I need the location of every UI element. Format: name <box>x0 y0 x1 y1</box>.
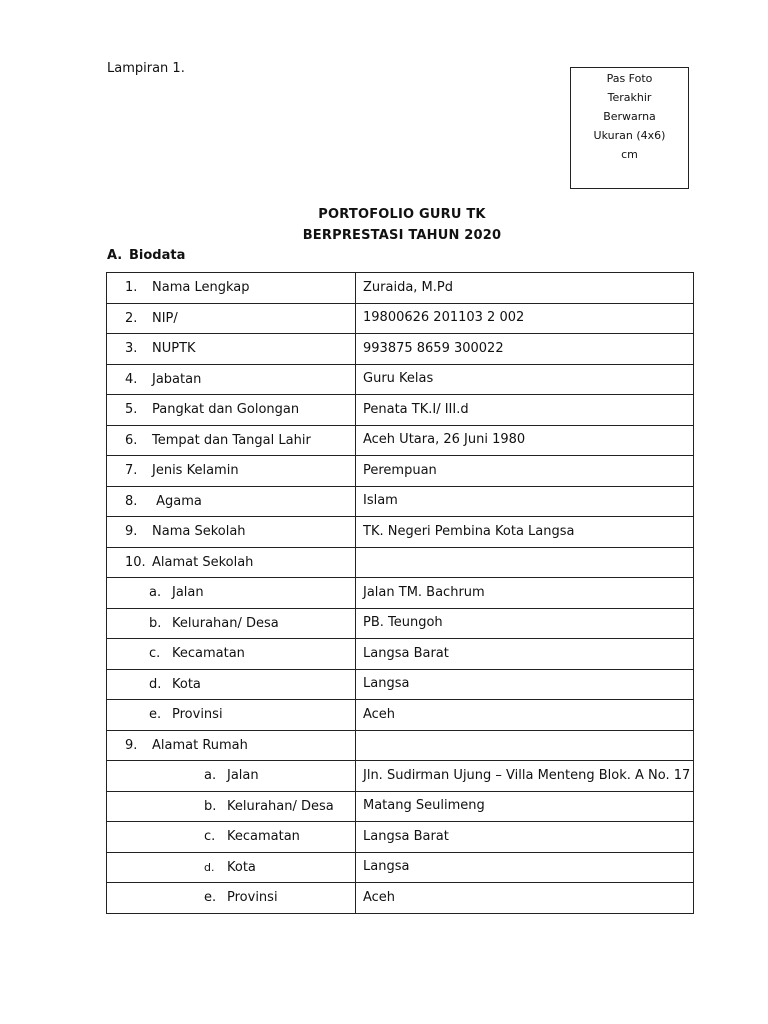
lampiran-label: Lampiran 1. <box>107 61 185 76</box>
field-value: Zuraida, M.Pd <box>356 273 694 304</box>
table-row <box>107 822 694 853</box>
field-label-cell <box>107 334 356 365</box>
field-label-cell <box>107 364 356 395</box>
table-row <box>107 395 694 426</box>
field-label: Kota <box>227 859 256 875</box>
field-label: Pangkat dan Golongan <box>152 402 300 418</box>
field-label: Jabatan <box>152 371 202 387</box>
row-number: e. <box>204 890 217 906</box>
row-number: 4. <box>125 371 138 387</box>
field-label-cell <box>107 425 356 456</box>
field-label: Kecamatan <box>227 829 300 845</box>
field-value: Matang Seulimeng <box>356 791 694 822</box>
photo-placeholder <box>570 67 689 189</box>
field-value: Jln. Sudirman Ujung – Villa Menteng Blok. A No. 17 <box>356 761 694 792</box>
row-number: b. <box>149 615 162 631</box>
row-number: c. <box>204 829 216 845</box>
table-row <box>107 364 694 395</box>
field-label: Kelurahan/ Desa <box>172 615 279 631</box>
field-label: Nama Sekolah <box>152 524 246 540</box>
field-label-cell <box>107 791 356 822</box>
field-label-cell <box>107 883 356 914</box>
row-number: 9. <box>125 524 138 540</box>
field-value: PB. Teungoh <box>356 608 694 639</box>
photo-text-line: Terakhir <box>607 91 652 104</box>
row-number: 3. <box>125 341 138 357</box>
row-number: a. <box>149 585 162 601</box>
row-number: 6. <box>125 432 138 448</box>
field-label-cell <box>107 578 356 609</box>
field-label: Nama Lengkap <box>152 280 250 296</box>
field-label-cell <box>107 303 356 334</box>
section-letter: A. <box>107 248 123 263</box>
table-row <box>107 425 694 456</box>
table-row <box>107 547 694 578</box>
table-row <box>107 273 694 304</box>
field-label-cell <box>107 852 356 883</box>
row-number: e. <box>149 707 162 723</box>
field-label-cell <box>107 608 356 639</box>
field-value: Aceh <box>356 883 694 914</box>
row-number: 1. <box>125 280 138 296</box>
section-label: Biodata <box>129 248 186 263</box>
table-row <box>107 700 694 731</box>
row-number: b. <box>204 798 217 814</box>
field-value: Langsa Barat <box>356 822 694 853</box>
field-value: Islam <box>356 486 694 517</box>
field-label: Kelurahan/ Desa <box>227 798 334 814</box>
field-value: Langsa <box>356 669 694 700</box>
table-row <box>107 334 694 365</box>
field-label: Alamat Rumah <box>152 737 248 753</box>
table-row <box>107 303 694 334</box>
field-label: Jenis Kelamin <box>152 463 239 479</box>
table-row <box>107 730 694 761</box>
field-label: Tempat dan Tangal Lahir <box>152 432 311 448</box>
photo-text-line: Ukuran (4x6) <box>593 129 666 142</box>
field-label-cell <box>107 456 356 487</box>
field-label-cell <box>107 700 356 731</box>
field-value: Langsa Barat <box>356 639 694 670</box>
table-row <box>107 608 694 639</box>
photo-text-line: Berwarna <box>603 110 656 123</box>
table-row <box>107 517 694 548</box>
field-label-cell <box>107 730 356 761</box>
field-label-cell <box>107 395 356 426</box>
row-number: a. <box>204 768 217 784</box>
field-value: 993875 8659 300022 <box>356 334 694 365</box>
field-label-cell <box>107 273 356 304</box>
table-row <box>107 639 694 670</box>
row-number: 8. <box>125 493 138 509</box>
field-value: Penata TK.I/ III.d <box>356 395 694 426</box>
field-value: Guru Kelas <box>356 364 694 395</box>
section-heading <box>107 248 185 263</box>
field-label: Provinsi <box>172 707 223 723</box>
field-label: Jalan <box>172 585 204 601</box>
field-label-cell <box>107 517 356 548</box>
field-value: Jalan TM. Bachrum <box>356 578 694 609</box>
row-number: d. <box>149 676 162 692</box>
field-label-cell <box>107 761 356 792</box>
document-title: PORTOFOLIO GURU TK <box>318 207 486 222</box>
field-value: Aceh <box>356 700 694 731</box>
table-row <box>107 669 694 700</box>
field-value: Perempuan <box>356 456 694 487</box>
table-row <box>107 578 694 609</box>
field-label-cell <box>107 639 356 670</box>
field-value: Aceh Utara, 26 Juni 1980 <box>356 425 694 456</box>
row-number: c. <box>149 646 161 662</box>
field-label-cell <box>107 547 356 578</box>
field-label-cell <box>107 669 356 700</box>
field-value: Langsa <box>356 852 694 883</box>
row-number: 7. <box>125 463 138 479</box>
field-label: Jalan <box>227 768 259 784</box>
row-number: 2. <box>125 310 138 326</box>
row-number: 9. <box>125 737 138 753</box>
table-row <box>107 456 694 487</box>
table-row <box>107 852 694 883</box>
table-row <box>107 791 694 822</box>
field-label-cell <box>107 822 356 853</box>
field-label-cell <box>107 486 356 517</box>
field-label: NUPTK <box>152 341 196 357</box>
row-number: 5. <box>125 402 138 418</box>
field-label: Provinsi <box>227 890 278 906</box>
row-number: 10. <box>125 554 146 570</box>
row-number: d. <box>204 860 215 874</box>
field-value <box>356 547 694 578</box>
photo-text-line: Pas Foto <box>606 72 653 85</box>
table-row <box>107 761 694 792</box>
field-label: Kecamatan <box>172 646 245 662</box>
field-label: NIP/ <box>152 310 178 326</box>
table-row <box>107 486 694 517</box>
field-label: Agama <box>152 493 202 509</box>
photo-text-line: cm <box>621 148 638 161</box>
field-value: TK. Negeri Pembina Kota Langsa <box>356 517 694 548</box>
table-row <box>107 883 694 914</box>
biodata-table <box>106 272 694 914</box>
field-label: Alamat Sekolah <box>152 554 254 570</box>
document-subtitle: BERPRESTASI TAHUN 2020 <box>302 228 502 243</box>
field-label: Kota <box>172 676 201 692</box>
field-value: 19800626 201103 2 002 <box>356 303 694 334</box>
field-value <box>356 730 694 761</box>
